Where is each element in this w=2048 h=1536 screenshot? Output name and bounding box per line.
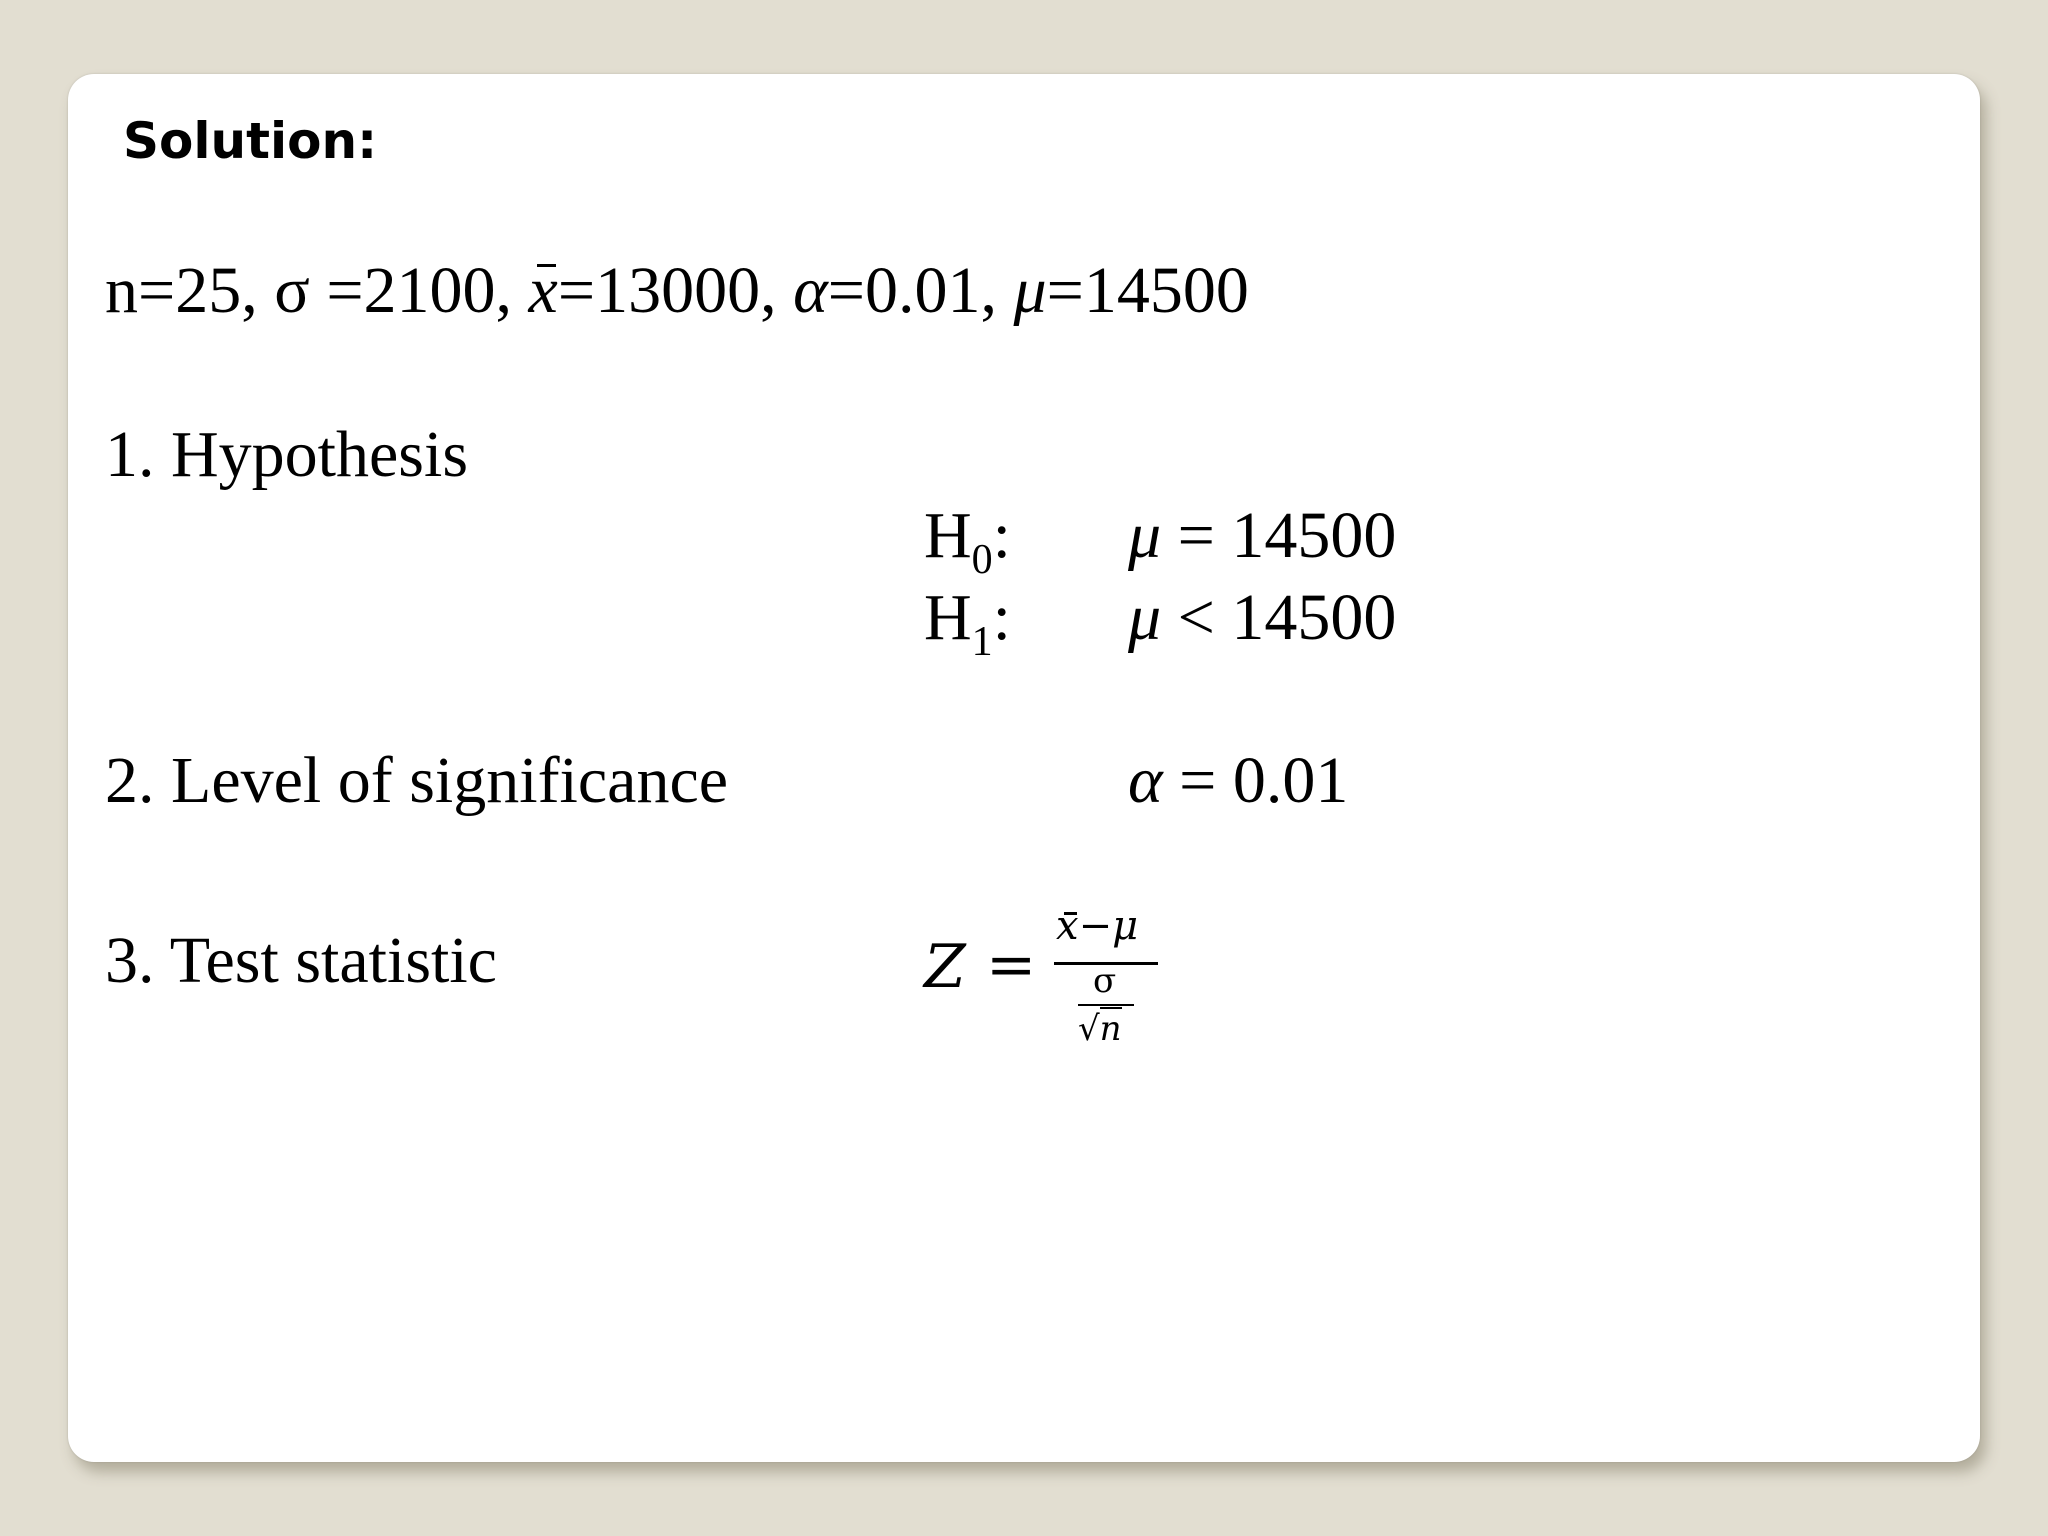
sqrt-n-value: n	[1099, 1009, 1122, 1049]
h0-value: = 14500	[1177, 499, 1397, 572]
step-test-statistic-label: 3. Test statistic	[105, 924, 497, 997]
given-alpha-value: =0.01,	[827, 254, 997, 327]
given-mu-value: =14500	[1046, 254, 1249, 327]
given-n: n=25,	[105, 254, 258, 327]
numerator-minus-mu: −μ	[1078, 903, 1139, 949]
h0-expression	[1128, 499, 1397, 572]
alpha-expression	[1128, 744, 1349, 817]
given-mu-symbol: μ	[1013, 254, 1047, 327]
z-symbol: Z	[924, 932, 966, 1002]
given-xbar-value: =13000,	[557, 254, 777, 327]
inner-fraction-bar	[1078, 1004, 1134, 1006]
h1-mu: μ	[1128, 581, 1162, 654]
given-sigma: σ =2100,	[274, 254, 513, 327]
step-significance-label: 2. Level of significance	[105, 744, 729, 817]
h1-colon: :	[992, 581, 1012, 654]
alpha-value: = 0.01	[1179, 744, 1349, 817]
h0-mu: μ	[1128, 499, 1162, 572]
step-hypothesis-label: 1. Hypothesis	[105, 418, 468, 491]
sqrt-symbol: √	[1078, 1009, 1100, 1049]
denominator-sigma: σ	[1093, 961, 1117, 1001]
h1-value: < 14500	[1177, 581, 1397, 654]
h0-subscript: 0	[971, 537, 993, 583]
h0-label	[924, 499, 1012, 583]
h1-subscript: 1	[971, 619, 993, 665]
equals-sign: =	[986, 930, 1037, 1000]
h1-letter: H	[924, 581, 972, 654]
givens-line	[105, 254, 1249, 327]
fraction-numerator	[1056, 903, 1139, 949]
sqrt-n	[1078, 1009, 1122, 1049]
alpha-symbol: α	[1128, 744, 1163, 817]
solution-heading: Solution:	[123, 112, 378, 170]
h0-colon: :	[992, 499, 1012, 572]
h1-label	[924, 581, 1012, 665]
h0-letter: H	[924, 499, 972, 572]
given-xbar-symbol: x	[528, 254, 558, 327]
given-alpha-symbol: α	[793, 254, 828, 327]
h1-expression	[1128, 581, 1397, 654]
numerator-xbar: x	[1056, 903, 1079, 949]
